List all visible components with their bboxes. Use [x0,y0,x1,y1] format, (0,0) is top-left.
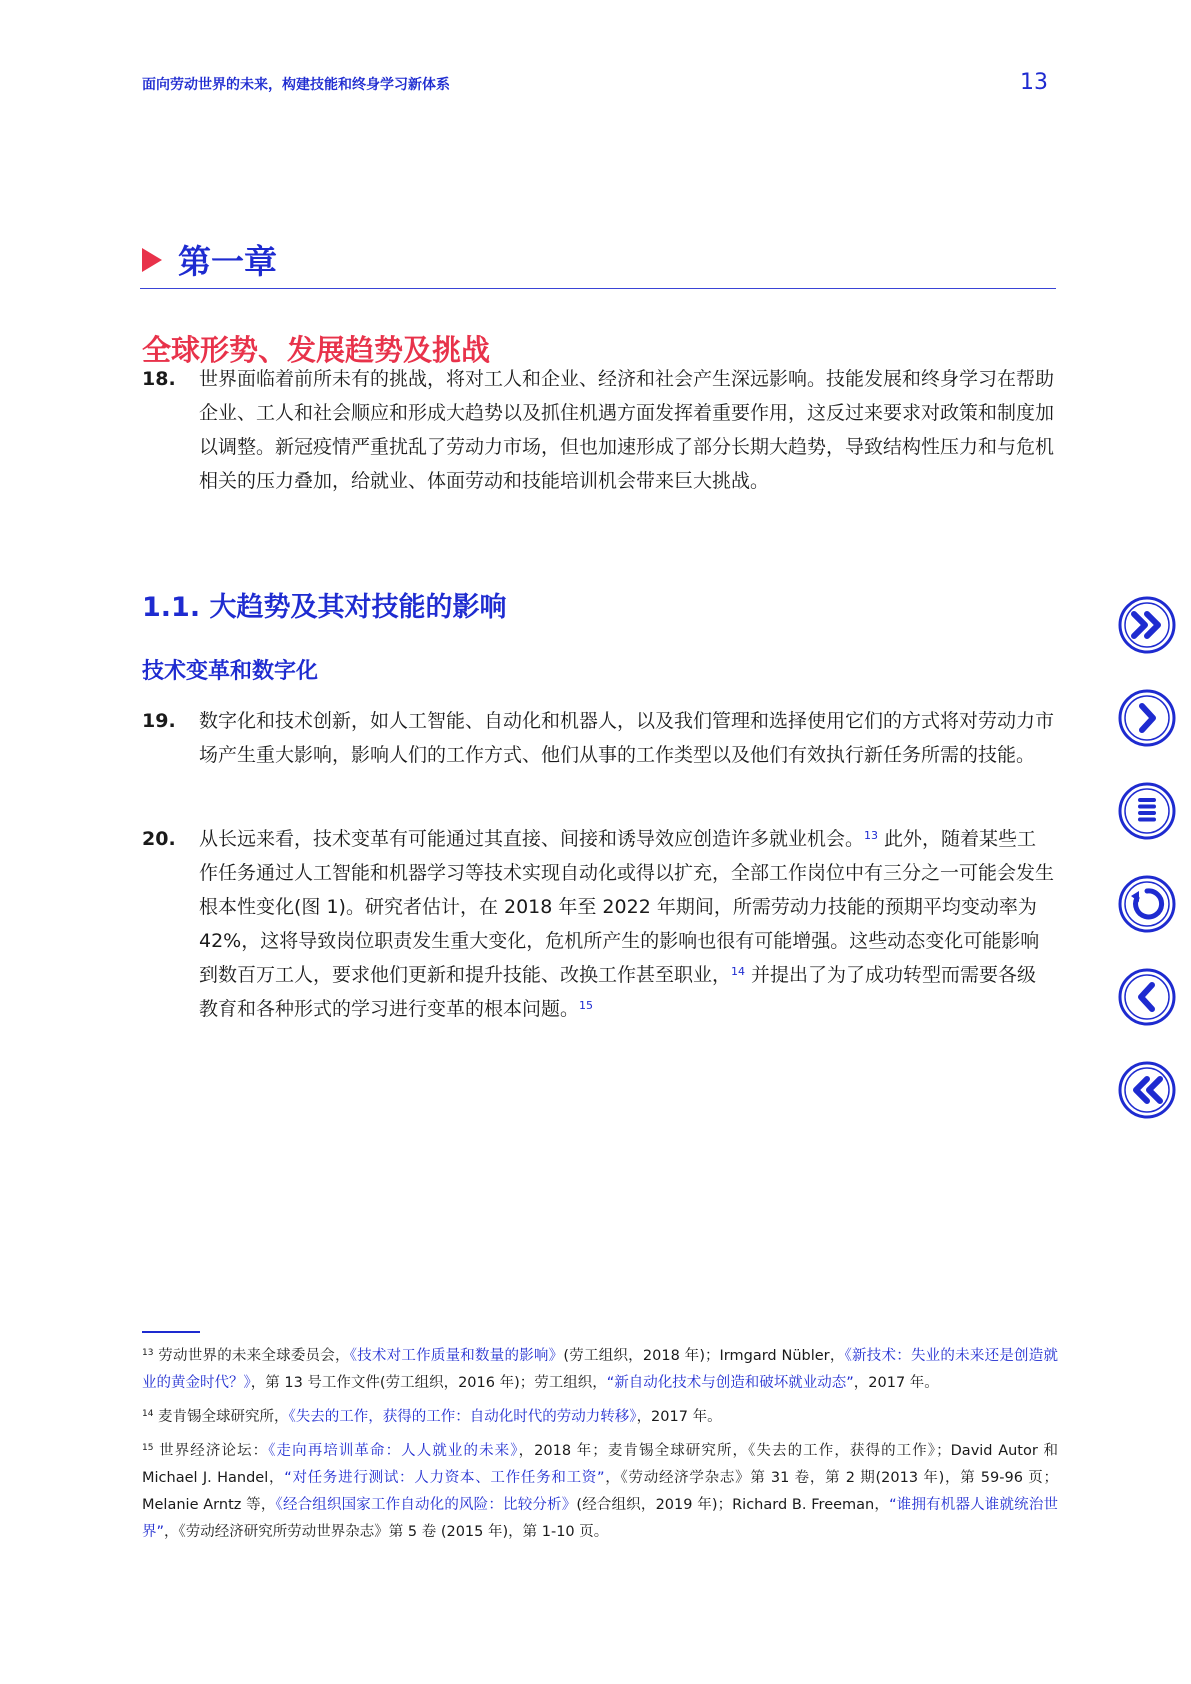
footnote-text: ，《劳动经济研究所劳动世界杂志》第 5 卷 (2015 年)，第 1-10 页。 [164,1524,609,1540]
paragraph-18 [142,362,1054,498]
double-chevron-left-icon[interactable] [1117,1060,1177,1120]
chevron-right-icon[interactable] [1117,688,1177,748]
footnote-ref-13[interactable]: 13 [864,829,879,842]
paragraph-text: 数字化和技术创新，如人工智能、自动化和机器人，以及我们管理和选择使用它们的方式将对劳动力市场产生重大影响，影响人们的工作方式、他们从事的工作类型以及他们有效执行新任务所需的技能。 [199,710,1055,766]
footnote-link[interactable]: 《技术对工作质量和数量的影响》 [349,1348,564,1364]
footnote-link[interactable]: “谁拥有机器人谁就统治世界” [142,1497,1058,1540]
footnote-ref-14[interactable]: 14 [731,965,746,978]
paragraph-20 [142,822,1054,1026]
menu-list-icon[interactable] [1117,781,1177,841]
paragraph-text: 世界面临着前所未有的挑战，将对工人和企业、经济和社会产生深远影响。技能发展和终身学习在帮助企业、工人和社会顺应和形成大趋势以及抓住机遇方面发挥着重要作用，这反过来要求对政策和制度加以调整。新冠疫情严重扰乱了劳动力市场，但也加速形成了部分长期大趋势，导致结构性压力和与危机相关的压力叠加，给就业、体面劳动和技能培训机会带来巨大挑战。 [199,368,1055,492]
footnote-link[interactable]: 《新技术：失业的未来还是创造就业的黄金时代？》 [142,1348,1058,1391]
footnote-link[interactable]: 《走向再培训革命：人人就业的未来》 [268,1443,519,1459]
paragraph-number: 20. [142,828,176,850]
footnotes [142,1343,1058,1553]
chapter-title: 第一章 [178,242,277,281]
footnote-text: 世界经济论坛： [153,1443,269,1459]
footnote-text: ，2017 年。 [853,1375,939,1391]
chapter-heading [142,236,277,283]
section-title: 全球形势、发展趋势及挑战 [142,333,491,367]
chapter-divider [140,288,1056,289]
paragraph-text-part: 并提出了为了成功转型而需要各级教育和各种形式的学习进行变革的根本问题。 [199,964,1037,1020]
footnote-number: 13 [142,1348,154,1358]
paragraph-text-part: 从长远来看，技术变革有可能通过其直接、间接和诱导效应创造许多就业机会。 [199,828,865,850]
paragraph-number: 18. [142,368,176,390]
footnote-link[interactable]: “对任务进行测试：人力资本、工作任务和工资” [284,1470,605,1486]
running-header: 面向劳动世界的未来，构建技能和终身学习新体系 [142,77,450,93]
paragraph-text-part: 此外，随着某些工作任务通过人工智能和机器学习等技术实现自动化或得以扩充，全部工作岗位中有三分之一可能会发生根本性变化(图 1)。研究者估计，在 2018 年至 2022 年期间，所需劳动力技能的预期平均变动率为 42%，这将导致岗位职责发生重大变化，危机所产生的影响也很有可能增强。这些动态变化可能影响到数百万工人，要求他们更新和提升技能、改换工作甚至职业， [199,828,1055,986]
footnote-text: ，《劳动经济学杂志》第 31 卷，第 2 期(2013 年)，第 59-96 页；Melanie Arntz 等， [142,1470,1058,1513]
footnote-text: ，2017 年。 [636,1409,722,1425]
chevron-left-icon[interactable] [1117,967,1177,1027]
footnote-ref-15[interactable]: 15 [579,999,594,1012]
footnote-text: 麦肯锡全球研究所， [153,1409,289,1425]
subsubsection-title: 技术变革和数字化 [142,659,319,684]
triangle-bullet-icon [142,248,162,272]
footnote-link[interactable]: 《失去的工作，获得的工作：自动化时代的劳动力转移》 [288,1409,637,1425]
footnote-text: (经合组织，2019 年)；Richard B. Freeman， [576,1497,890,1513]
footnote-number: 15 [142,1443,154,1453]
footnote-link[interactable]: 《经合组织国家工作自动化的风险：比较分析》 [275,1497,577,1513]
footnote-divider [142,1331,200,1333]
paragraph-text [199,822,1054,1026]
footnote-13 [142,1343,1058,1397]
footnote-number: 14 [142,1409,154,1419]
double-chevron-right-icon[interactable] [1117,595,1177,655]
footnote-text: ，2018 年；麦肯锡全球研究所，《失去的工作，获得的工作》；David Autor 和 Michael J. Handel， [142,1443,1059,1486]
paragraph-19 [142,704,1054,772]
footnote-text: ，第 13 号工作文件(劳工组织，2016 年)；劳工组织， [250,1375,607,1391]
footnote-15 [142,1438,1058,1546]
footnote-14 [142,1404,1058,1431]
refresh-icon[interactable] [1117,874,1177,934]
page-navigation [1117,595,1183,1153]
footnote-text: 劳动世界的未来全球委员会， [153,1348,350,1364]
subsection-title: 1.1. 大趋势及其对技能的影响 [142,592,507,623]
paragraph-number: 19. [142,710,176,732]
footnote-text: (劳工组织，2018 年)；Irmgard Nübler， [563,1348,845,1364]
footnote-link[interactable]: “新自动化技术与创造和破坏就业动态” [606,1375,854,1391]
page-number: 13 [1020,70,1048,95]
